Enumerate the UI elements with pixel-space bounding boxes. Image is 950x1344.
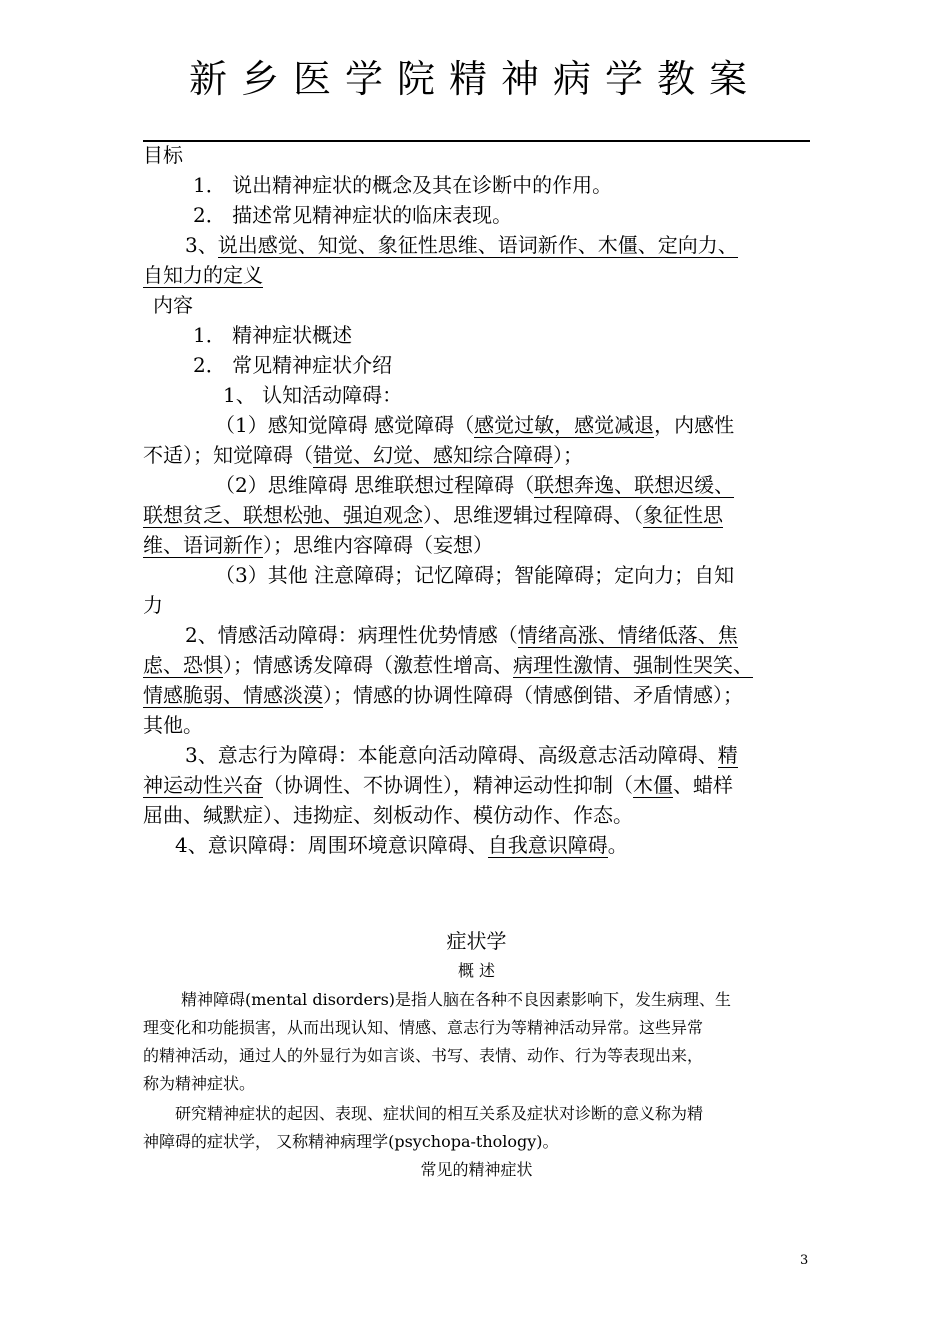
emotion-line-4: 其他。 (143, 713, 203, 737)
consciousness-text: 。 (607, 833, 628, 857)
consciousness-line (143, 830, 810, 860)
overview-para-1-line-4: 称为精神症状。 (143, 1074, 256, 1093)
volition-underline: 木僵 (633, 773, 673, 797)
section-subtitle: 概 述 (457, 961, 496, 980)
content-item-1: 1． 精神症状概述 (193, 323, 353, 347)
overview-para-1-line-3: 的精神活动，通过人的外显行为如言谈、书写、表情、动作、行为等表现出来， (143, 1046, 704, 1065)
thinking-line-1 (143, 470, 810, 500)
objectives-section (143, 140, 810, 290)
perception-underline: 错觉、幻觉、感知综合障碍 (313, 443, 553, 467)
volition-line-1 (143, 740, 810, 770)
volition-text: （协调性、不协调性），精神运动性抑制（ (263, 773, 633, 797)
thinking-underline: 象征性思 (643, 503, 723, 527)
perception-line-2 (143, 440, 810, 470)
objective-item-3-prefix: 3、 (185, 233, 218, 257)
volition-underline: 神运动性兴奋 (143, 773, 263, 797)
perception-text: 不适）；知觉障碍（ (143, 443, 313, 467)
volition-line-2 (143, 770, 810, 800)
objective-item-3-text: 说出感觉、知觉、象征性思维、语词新作、木僵、定向力、 (217, 233, 738, 257)
perception-text: ）； (553, 443, 583, 467)
thinking-text: （2）思维障碍 思维联想过程障碍（ (215, 473, 535, 497)
overview-para-2-line-1: 研究精神症状的起因、表现、症状间的相互关系及症状对诊断的意义称为精 (175, 1104, 704, 1123)
content-section (143, 290, 810, 860)
document-title: 新乡医学院精神病学教案 (188, 57, 761, 101)
objective-item-1: 1． 说出精神症状的概念及其在诊断中的作用。 (193, 173, 613, 197)
volition-line-3: 屈曲、缄默症）、违拗症、刻板动作、模仿动作、作态。 (143, 803, 633, 827)
volition-underline: 精 (717, 743, 738, 767)
perception-text: ，内感性 (654, 413, 735, 437)
emotion-text: ）；情感的协调性障碍（情感倒错、矛盾情感）； (323, 683, 743, 707)
consciousness-text: 4、意识障碍：周围环境意识障碍、 (175, 833, 488, 857)
overview-para-1-line-1: 精神障碍(mental disorders)是指人脑在各种不良因素影响下，发生病理、生 (181, 990, 732, 1009)
other-line-2: 力 (143, 593, 163, 617)
content-item-2: 2． 常见精神症状介绍 (193, 353, 393, 377)
objective-item-3-cont (143, 260, 810, 290)
thinking-text: ）；思维内容障碍（妄想） (263, 533, 493, 557)
cognitive-heading: 1、 认知活动障碍： (223, 383, 403, 407)
emotion-text: ）；情感诱发障碍（激惹性增高、 (223, 653, 513, 677)
thinking-line-2 (143, 500, 810, 530)
emotion-underline: 病理性激情、强制性哭笑、 (513, 653, 753, 677)
emotion-line-1 (143, 620, 810, 650)
overview-para-1-line-2: 理变化和功能损害，从而出现认知、情感、意志行为等精神活动异常。这些异常 (143, 1018, 704, 1037)
emotion-underline: 情绪高涨、情绪低落、焦 (517, 623, 738, 647)
section-title: 症状学 (446, 929, 507, 953)
common-symptoms-heading: 常见的精神症状 (420, 1160, 533, 1179)
emotion-text: 2、情感活动障碍：病理性优势情感（ (185, 623, 518, 647)
thinking-text: ）、思维逻辑过程障碍、（ (423, 503, 643, 527)
thinking-underline: 联想贫乏、联想松弛、强迫观念 (143, 503, 423, 527)
page-number: 3 (800, 1253, 809, 1268)
symptomatology-section (143, 926, 810, 1184)
thinking-underline: 维、语词新作 (143, 533, 263, 557)
consciousness-underline: 自我意识障碍 (487, 833, 608, 857)
emotion-line-3 (143, 680, 810, 710)
overview-para-2-line-2: 神障碍的症状学， 又称精神病理学(psychopa-thology)。 (143, 1132, 559, 1151)
perception-text: （1）感知觉障碍 感觉障碍（ (215, 413, 475, 437)
objective-item-3-text-cont: 自知力的定义 (143, 263, 263, 287)
other-line-1: （3）其他 注意障碍；记忆障碍；智能障碍；定向力；自知 (215, 563, 735, 587)
thinking-line-3 (143, 530, 810, 560)
emotion-line-2 (143, 650, 810, 680)
volition-text: 3、意志行为障碍：本能意向活动障碍、高级意志活动障碍、 (185, 743, 718, 767)
perception-underline: 感觉过敏，感觉减退 (474, 413, 655, 437)
objective-item-3 (143, 230, 810, 260)
perception-line-1 (143, 410, 810, 440)
content-heading: 内容 (153, 293, 193, 317)
objective-item-2: 2． 描述常见精神症状的临床表现。 (193, 203, 513, 227)
objectives-heading: 目标 (143, 143, 183, 167)
emotion-underline: 虑、恐惧 (143, 653, 223, 677)
emotion-underline: 情感脆弱、情感淡漠 (143, 683, 323, 707)
volition-text: 、蜡样 (673, 773, 733, 797)
thinking-underline: 联想奔逸、联想迟缓、 (534, 473, 735, 497)
